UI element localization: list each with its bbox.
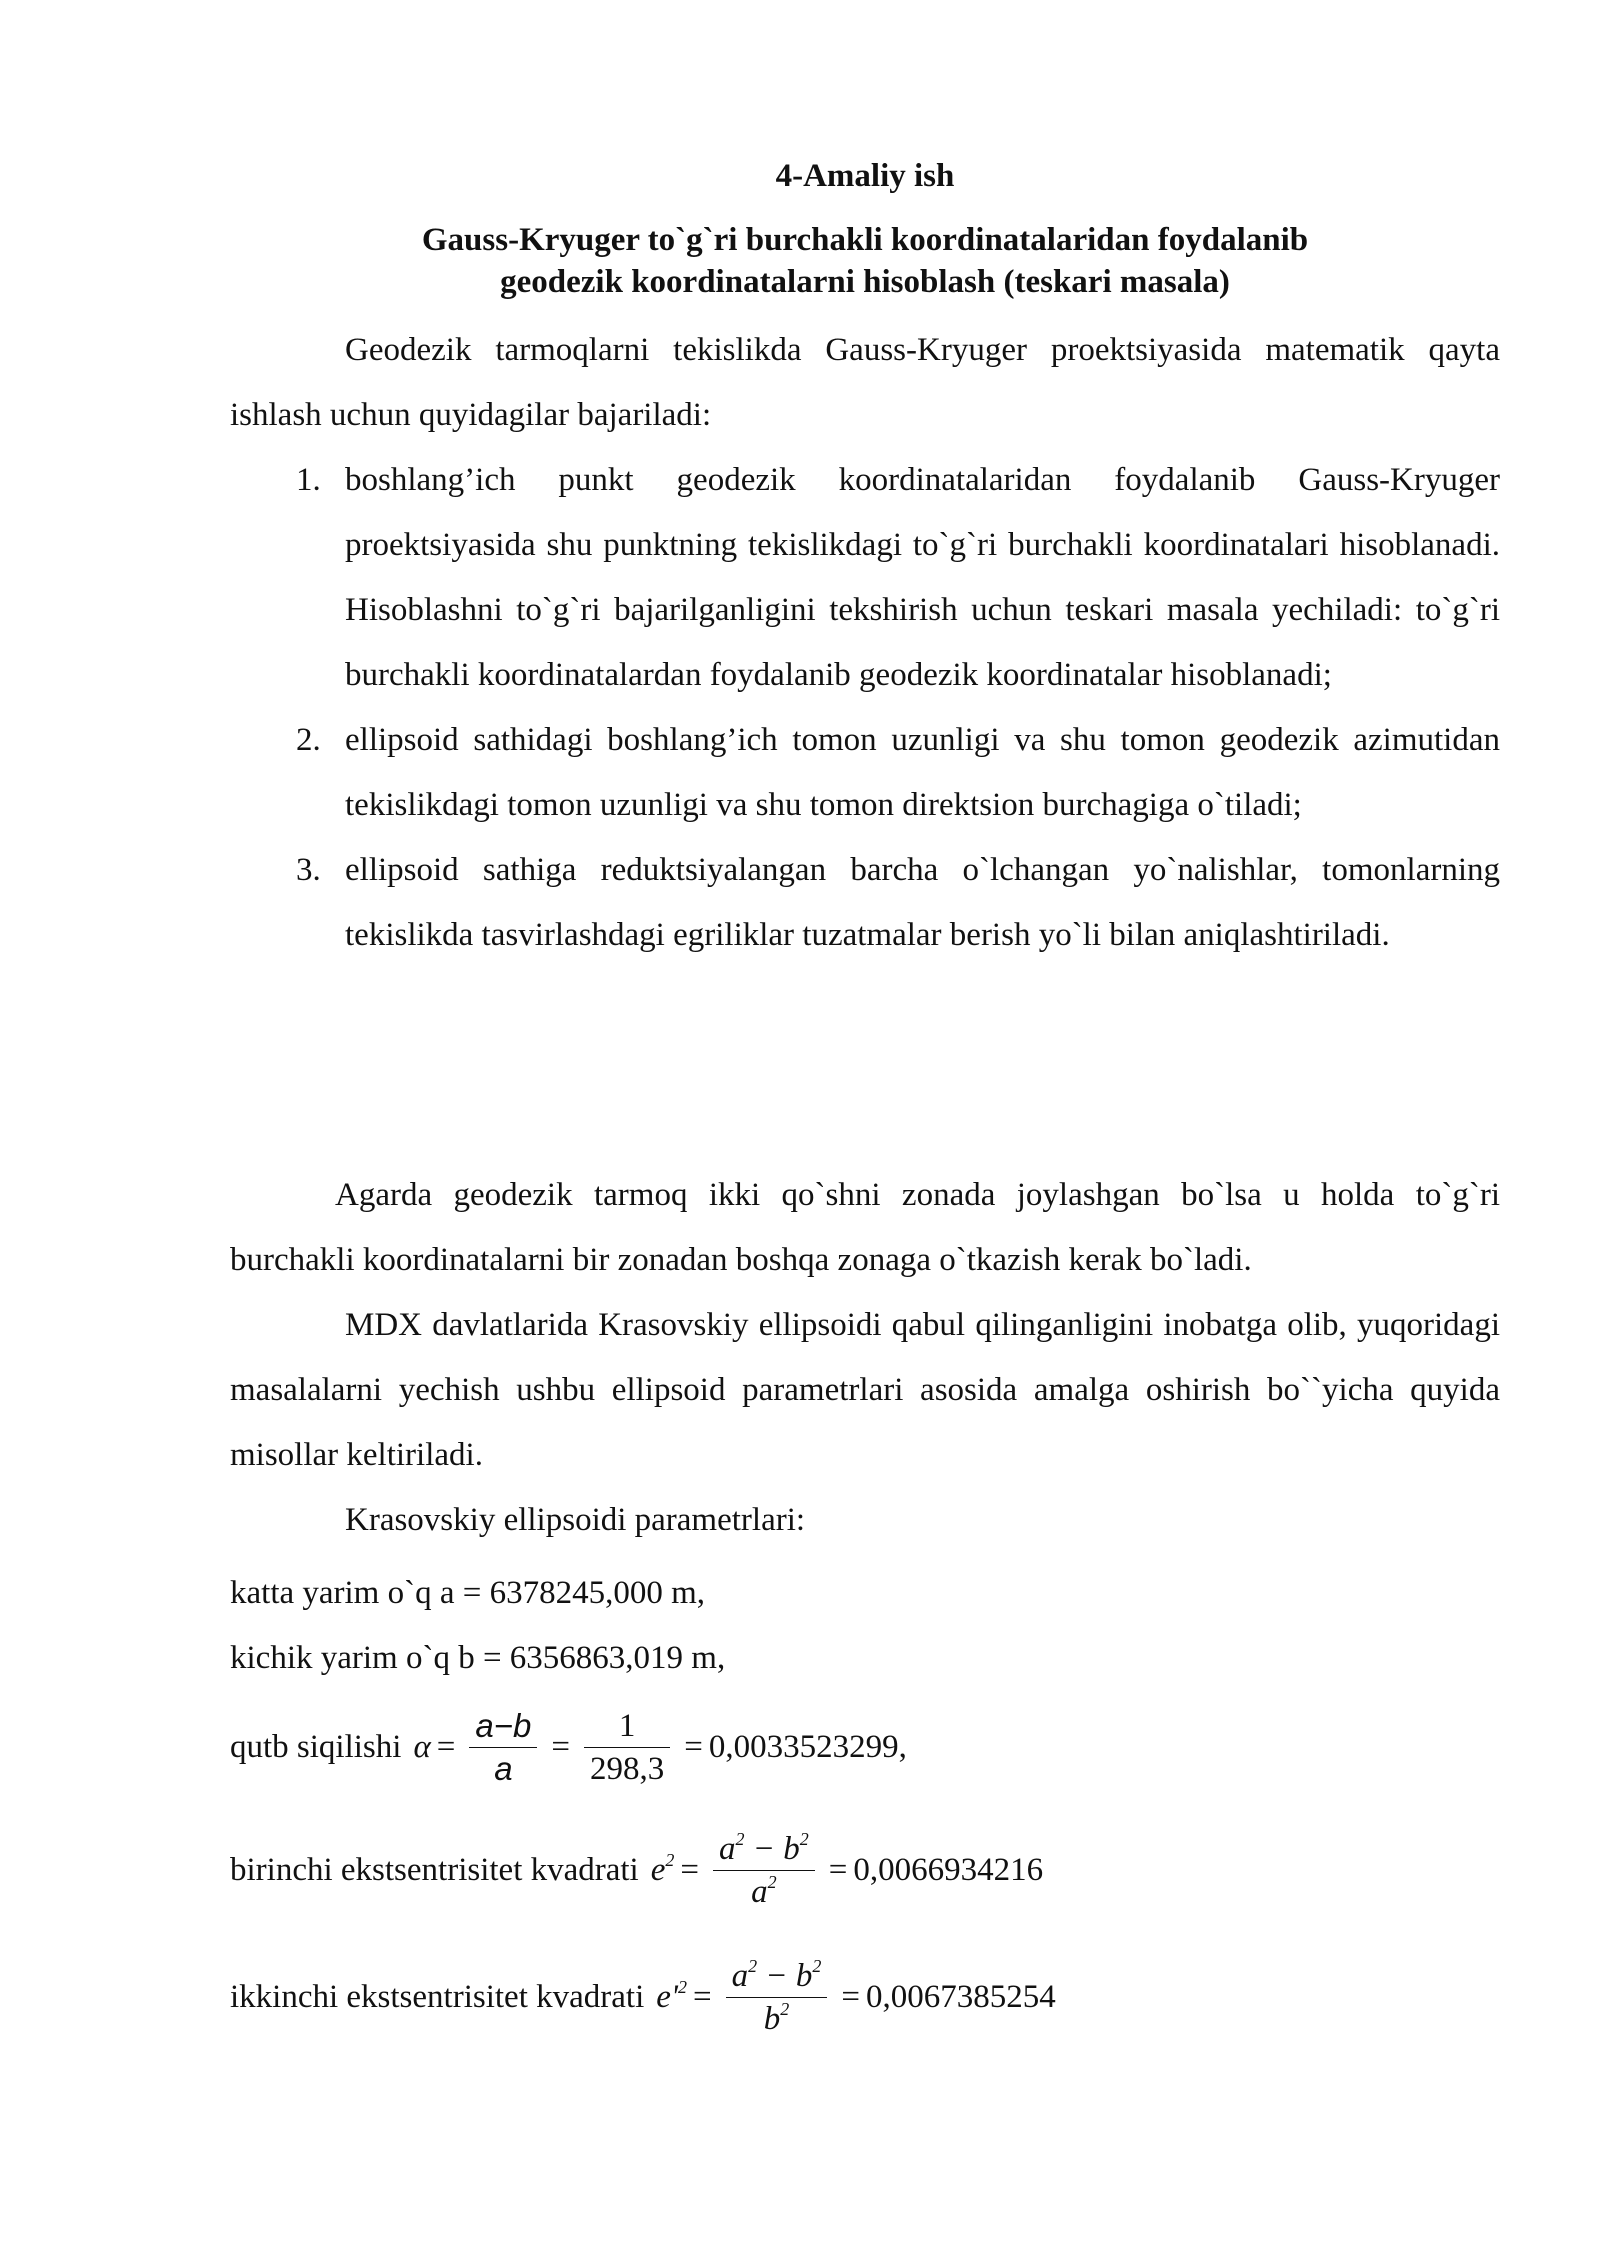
alpha-symbol: α — [413, 1729, 431, 1765]
flattening-formula: qutb siqilishi α = $\frac{a-b}{a}$ = $\frac{1}{298,3}$ = 0,0033523299 , — [230, 1705, 907, 1790]
fraction-one-over-298: $\frac{1}{298,3}$ — [584, 1705, 670, 1790]
list-number: 1. — [296, 462, 321, 498]
title-line-2: geodezik koordinatalarni hisoblash (teskari masala) — [500, 264, 1230, 300]
list-number: 2. — [296, 722, 321, 758]
ecc2-label: ikkinchi ekstsentrisitet kvadrati — [230, 1979, 645, 2015]
second-eccentricity-formula: ikkinchi ekstsentrisitet kvadrati $e'^2$ = $\frac{a^2 - b^2}{b^2}$ = 0,0067385254 — [230, 1955, 1056, 2040]
fraction-ecc2: $\frac{a^2 - b^2}{b^2}$ — [726, 1955, 828, 2040]
intro-paragraph: Geodezik tarmoqlarni tekislikda Gauss-Kryuger proektsiyasida matematik qayta ishlash uchun quyidagilar bajariladi: — [230, 332, 1500, 433]
task-list — [230, 448, 1500, 968]
zone-paragraph: Agarda geodezik tarmoq ikki qo`shni zonada joylashgan bo`lsa u holda to`g`ri burchakli koordinatalarni bir zonadan boshqa zonaga o`tkazish kerak bo`ladi. — [230, 1177, 1500, 1278]
ecc1-label: birinchi ekstsentrisitet kvadrati — [230, 1852, 639, 1888]
params-title: Krasovskiy ellipsoidi parametrlari: — [345, 1502, 806, 1538]
semi-minor-axis: kichik yarim o`q b = 6356863,019 m, — [230, 1640, 726, 1676]
fraction-ecc1: $\frac{a^2 - b^2}{a^2}$ — [713, 1828, 815, 1913]
ecc1-symbol: $e^2$ — [650, 1850, 675, 1888]
mdx-paragraph: MDX davlatlarida Krasovskiy ellipsoidi qabul qilinganligini inobatga olib, yuqoridagi masalalarni yechish ushbu ellipsoid parametrlari asosida amalga oshirish bo``yicha quyida misollar keltiriladi. — [230, 1307, 1500, 1473]
list-item-text: boshlang’ich punkt geodezik koordinatalaridan foydalanib Gauss-Kryuger proektsiyasida shu punktning tekislikdagi to`g`ri burchakli koordinatalari hisoblanadi. Hisoblashni to`g`ri bajarilganligini tekshirish uchun teskari masala yechiladi: to`g`ri burchakli koordinatalardan foydalanib geodezik koordinatalar hisoblanadi; — [345, 462, 1500, 693]
flattening-label: qutb siqilishi — [230, 1729, 402, 1765]
flattening-value: 0,0033523299 — [708, 1729, 899, 1765]
list-item — [230, 838, 1500, 968]
list-item — [230, 708, 1500, 838]
list-number: 3. — [296, 852, 321, 888]
ecc1-value: 0,0066934216 — [853, 1852, 1044, 1888]
ecc2-value: 0,0067385254 — [866, 1979, 1056, 2015]
practical-work-number: 4-Amaliy ish — [775, 158, 955, 194]
fraction-a-minus-b-over-a: $\frac{a-b}{a}$ — [469, 1705, 537, 1790]
first-eccentricity-formula: birinchi ekstsentrisitet kvadrati $e^2$ = $\frac{a^2 - b^2}{a^2}$ = 0,0066934216 — [230, 1828, 1043, 1913]
list-item-text: ellipsoid sathiga reduktsiyalangan barcha o`lchangan yo`nalishlar, tomonlarning tekislikda tasvirlashdagi egriliklar tuzatmalar berish yo`li bilan aniqlashtiriladi. — [345, 852, 1500, 953]
title-line-1: Gauss-Kryuger to`g`ri burchakli koordinatalaridan foydalanib — [421, 222, 1309, 258]
ecc2-symbol: $e'^2$ — [656, 1977, 687, 2015]
list-item-text: ellipsoid sathidagi boshlang’ich tomon uzunligi va shu tomon geodezik azimutidan tekislikdagi tomon uzunligi va shu tomon direktsion burchagiga o`tiladi; — [345, 722, 1500, 823]
semi-major-axis: katta yarim o`q a = 6378245,000 m, — [230, 1575, 706, 1611]
list-item — [230, 448, 1500, 708]
